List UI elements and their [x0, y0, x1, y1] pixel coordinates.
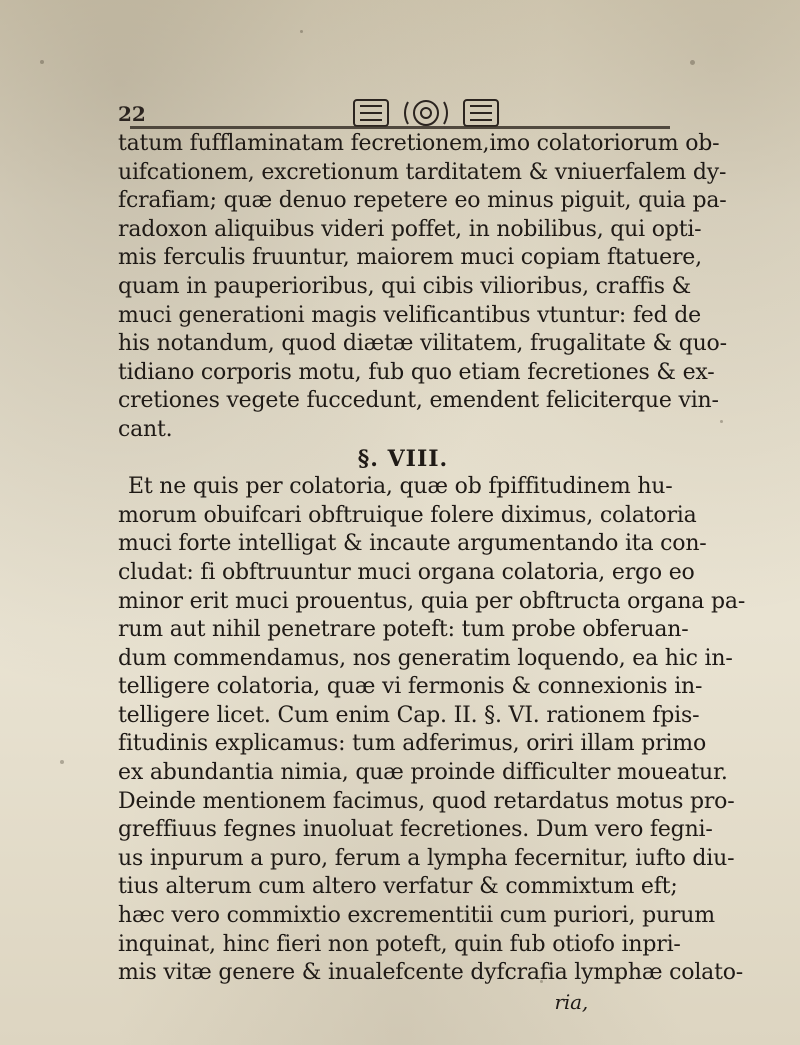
text-line: dum commendamus, nos generatim loquendo, ea hic in-	[118, 645, 733, 671]
text-line: hæc vero commixtio excrementitii cum puriori, purum	[118, 903, 715, 929]
foxing-spot	[60, 760, 64, 764]
text-line: cant.	[118, 416, 173, 442]
text-line: uifcationem, excretionum tarditatem & vniuerfalem dy-	[118, 159, 727, 185]
text-line: us inpurum a puro, ferum a lympha fecernitur, iufto diu-	[118, 845, 735, 871]
text-line: morum obuifcari obftruique folere diximus, colatoria	[118, 502, 697, 528]
text-line: muci forte intelligat & incaute argumentando ita con-	[118, 531, 707, 557]
section-heading: §. VIII.	[357, 445, 449, 472]
foxing-spot	[690, 60, 695, 65]
text-line: inquinat, hinc fieri non poteft, quin fub otiofo inpri-	[118, 931, 681, 957]
text-line: tius alterum cum altero verfatur & commixtum eft;	[118, 874, 678, 900]
text-line: quam in pauperioribus, qui cibis vilioribus, craffis &	[118, 273, 692, 299]
catchword: ria,	[554, 989, 588, 1014]
page-number: 22	[118, 102, 146, 126]
text-line: mis ferculis fruuntur, maiorem muci copiam ftatuere,	[118, 245, 702, 271]
text-line: his notandum, quod diætæ vilitatem, frugalitate & quo-	[118, 331, 727, 357]
header-rule	[130, 126, 670, 129]
text-line: telligere licet. Cum enim Cap. II. §. VI. rationem fpis-	[118, 702, 700, 728]
text-line: muci generationi magis velificantibus vtuntur: fed de	[118, 302, 702, 328]
text-line: minor erit muci prouentus, quia per obftructa organa pa-	[118, 588, 746, 614]
text-line: ex abundantia nimia, quæ proinde difficulter moueatur.	[118, 760, 728, 786]
text-line: greffiuus fegnes inuoluat fecretiones. Dum vero fegni-	[118, 817, 713, 843]
text-line: fcrafiam; quæ denuo repetere eo minus piguit, quia pa-	[118, 188, 727, 214]
foxing-spot	[40, 60, 44, 64]
body-text	[118, 130, 746, 1016]
text-line: tatum fufflaminatam fecretionem,imo colatoriorum ob-	[118, 131, 720, 156]
foxing-spot	[720, 420, 723, 423]
foxing-spot	[300, 30, 303, 33]
text-line: mis vitæ genere & inualefcente dyfcrafia lymphæ colato-	[118, 960, 743, 986]
text-line: cludat: fi obftruuntur muci organa colatoria, ergo eo	[118, 559, 695, 585]
ornament-icon	[346, 94, 506, 130]
text-line: fitudinis explicamus: tum adferimus, oriri illam primo	[118, 731, 706, 757]
text-line: telligere colatoria, quæ vi fermonis & connexionis in-	[118, 674, 703, 700]
text-line: Deinde mentionem facimus, quod retardatus motus pro-	[118, 788, 735, 814]
text-line: Et ne quis per colatoria, quæ ob fpiffitudinem hu-	[128, 474, 673, 500]
text-line: rum aut nihil penetrare poteft: tum probe obferuan-	[118, 617, 689, 643]
text-line: cretiones vegete fuccedunt, emendent feliciterque vin-	[118, 388, 719, 414]
text-line: tidiano corporis motu, fub quo etiam fecretiones & ex-	[118, 359, 715, 385]
text-line: radoxon aliquibus videri poffet, in nobilibus, qui opti-	[118, 216, 702, 242]
